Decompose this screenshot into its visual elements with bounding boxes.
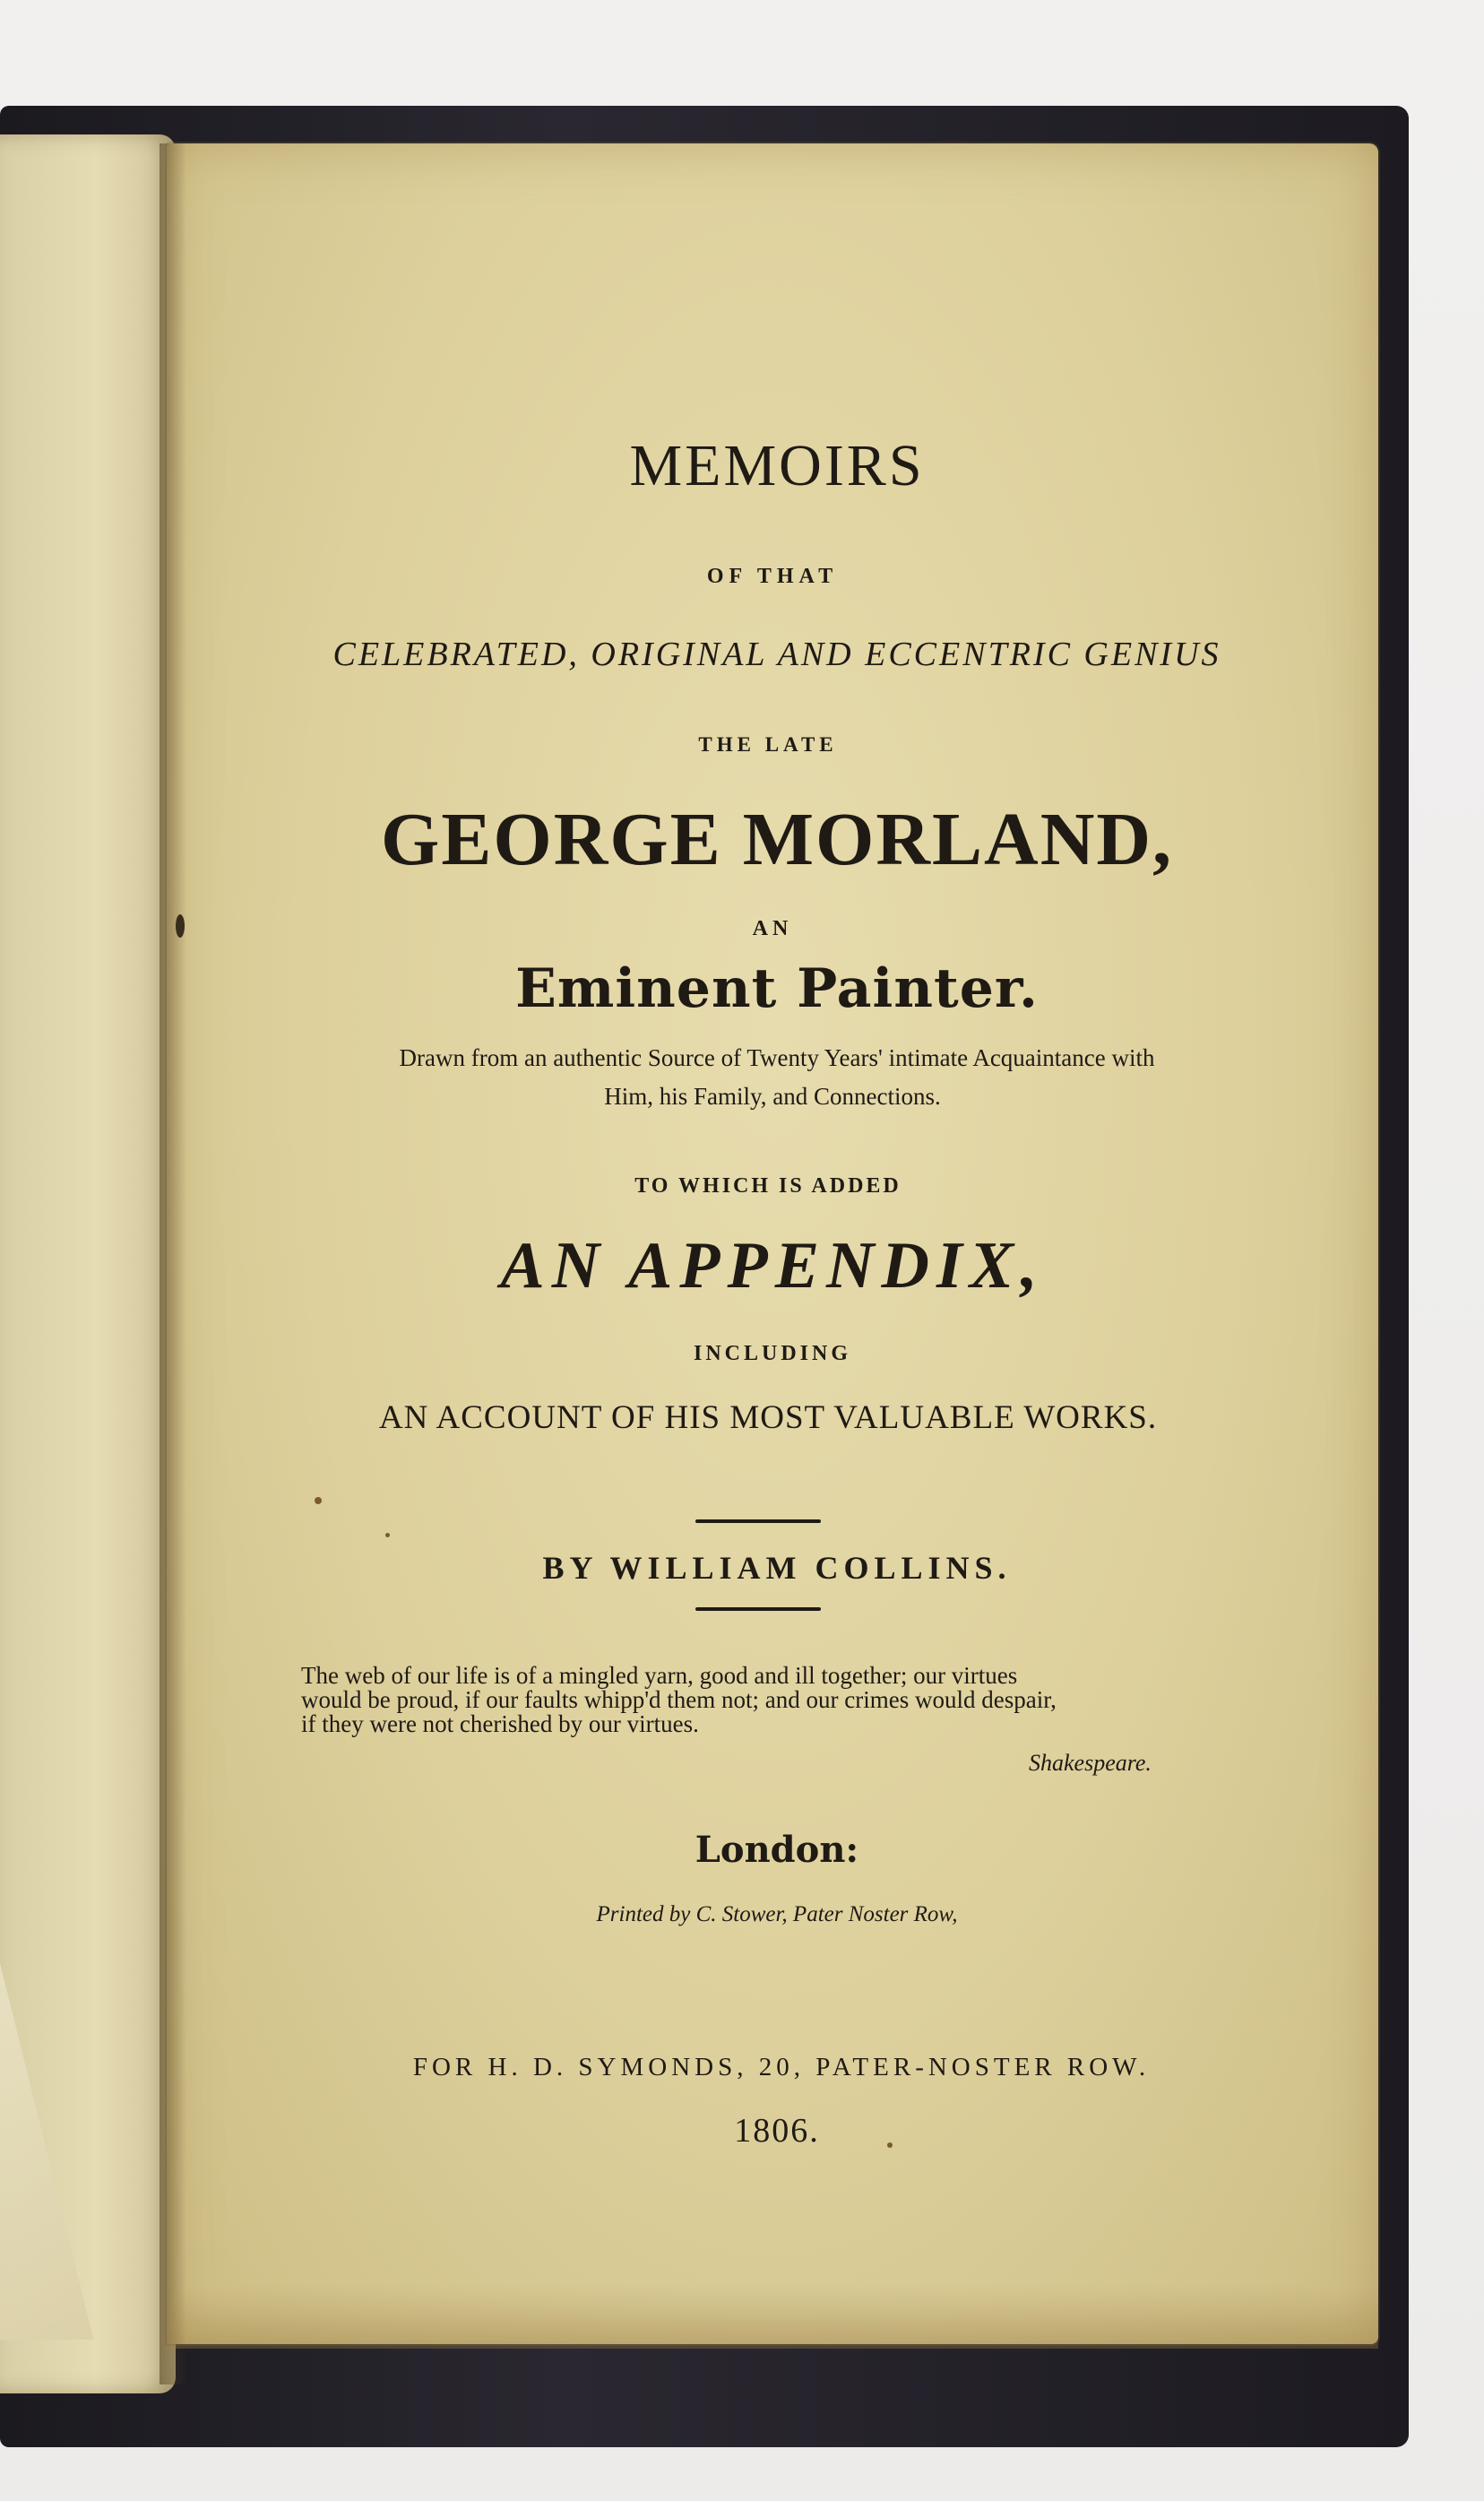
epigraph-line: The web of our life is of a mingled yarn, good and ill together; our virtues <box>301 1662 1018 1689</box>
source-line-1: Drawn from an authentic Source of Twenty Years' intimate Acquaintance with <box>399 1044 1155 1071</box>
an-line: AN <box>752 917 793 940</box>
author-line: BY WILLIAM COLLINS. <box>542 1550 1012 1586</box>
subject-name: GEORGE MORLAND, <box>380 798 1174 881</box>
decorative-rule-top <box>695 1519 821 1523</box>
decorative-rule-bottom <box>695 1607 821 1611</box>
epithet-line: CELEBRATED, ORIGINAL AND ECCENTRIC GENIUS <box>332 636 1221 673</box>
epigraph-line: if they were not cherished by our virtues. <box>301 1710 699 1737</box>
publication-year: 1806. <box>734 2112 820 2150</box>
imprint-place: London: <box>695 1829 859 1871</box>
of-that-line: OF THAT <box>706 565 839 588</box>
appendix-heading: AN APPENDIX, <box>500 1229 1045 1302</box>
to-which-line: TO WHICH IS ADDED <box>634 1174 902 1198</box>
account-line: AN ACCOUNT OF HIS MOST VALUABLE WORKS. <box>378 1399 1158 1436</box>
epigraph-line: would be proud, if our faults whipp'd them not; and our crimes would despair, <box>301 1686 1057 1713</box>
left-page <box>0 134 176 2393</box>
descriptor-line: Eminent Painter. <box>515 957 1039 1020</box>
printer-line: Printed by C. Stower, Pater Noster Row, <box>596 1902 958 1926</box>
epigraph-attribution: Shakespeare. <box>1029 1750 1152 1776</box>
title-heading: MEMOIRS <box>629 433 925 498</box>
publisher-line: FOR H. D. SYMONDS, 20, PATER-NOSTER ROW. <box>412 2053 1151 2081</box>
title-page-text <box>167 143 1378 2344</box>
epigraph <box>301 1664 1251 1736</box>
including-line: INCLUDING <box>693 1342 851 1365</box>
the-late-line: THE LATE <box>698 733 838 756</box>
source-line-2: Him, his Family, and Connections. <box>604 1083 941 1110</box>
